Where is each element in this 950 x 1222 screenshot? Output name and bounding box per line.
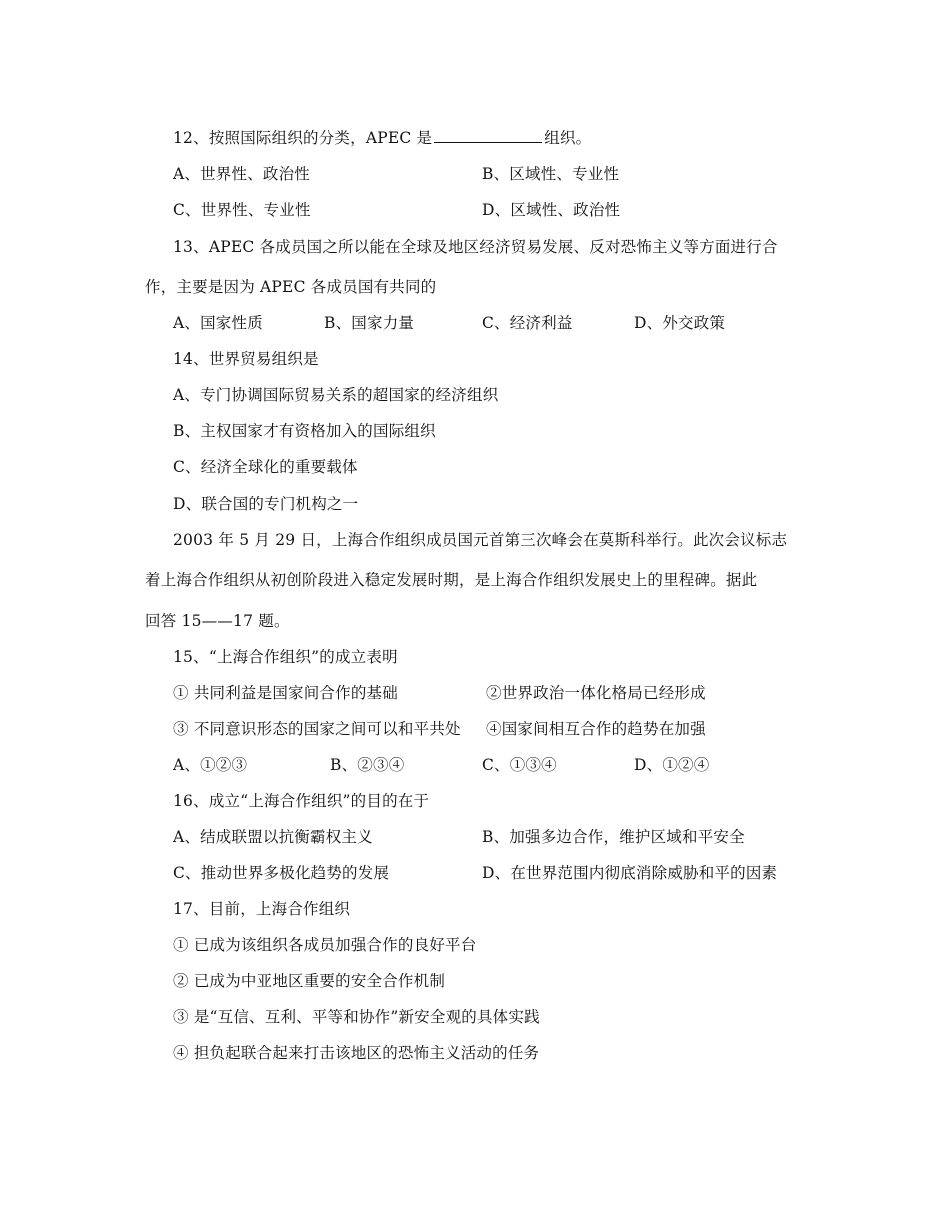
q12-option-c: C、世界性、专业性	[173, 201, 311, 219]
q15-statement-4: ④国家间相互合作的趋势在加强	[486, 720, 706, 738]
passage-line2: 着上海合作组织从初创阶段进入稳定发展时期，是上海合作组织发展史上的里程碑。据此	[145, 571, 758, 589]
q15-option-c: C、①③④	[482, 756, 557, 774]
q16-option-d: D、在世界范围内彻底消除威胁和平的因素	[482, 864, 778, 882]
q12-stem-text: 12、按照国际组织的分类，APEC 是	[173, 129, 433, 147]
q15-option-a: A、①②③	[173, 756, 248, 774]
q13-option-b: B、国家力量	[324, 314, 415, 332]
q12-option-d: D、区域性、政治性	[482, 201, 621, 219]
q12-option-b: B、区域性、专业性	[482, 165, 620, 183]
q15-statement-3: ③ 不同意识形态的国家之间可以和平共处	[173, 720, 461, 738]
q17-statement-4: ④ 担负起联合起来打击该地区的恐怖主义活动的任务	[173, 1044, 540, 1062]
q14-stem: 14、世界贸易组织是	[173, 350, 319, 368]
q12-stem-suffix: 组织。	[544, 129, 592, 147]
q15-option-d: D、①②④	[634, 756, 710, 774]
q13-stem-line1: 13、APEC 各成员国之所以能在全球及地区经济贸易发展、反对恐怖主义等方面进行合	[173, 238, 778, 256]
q12-stem	[173, 128, 591, 148]
q13-option-d: D、外交政策	[634, 314, 726, 332]
q15-stem: 15、“上海合作组织”的成立表明	[173, 648, 398, 666]
passage-line3: 回答 15——17 题。	[145, 612, 290, 630]
q14-option-b: B、主权国家才有资格加入的国际组织	[173, 422, 436, 440]
q13-option-a: A、国家性质	[173, 314, 263, 332]
q16-stem: 16、成立“上海合作组织”的目的在于	[173, 792, 430, 810]
q17-statement-2: ② 已成为中亚地区重要的安全合作机制	[173, 972, 446, 990]
q14-option-a: A、专门协调国际贸易关系的超国家的经济组织	[173, 386, 499, 404]
q12-option-a: A、世界性、政治性	[173, 165, 310, 183]
q13-stem-line2: 作，主要是因为 APEC 各成员国有共同的	[145, 278, 437, 296]
q15-statement-2: ②世界政治一体化格局已经形成	[486, 684, 706, 702]
q17-statement-3: ③ 是“互信、互利、平等和协作”新安全观的具体实践	[173, 1008, 540, 1026]
q14-option-d: D、联合国的专门机构之一	[173, 495, 359, 513]
q17-statement-1: ① 已成为该组织各成员加强合作的良好平台	[173, 936, 477, 954]
passage-line1: 2003 年 5 月 29 日，上海合作组织成员国元首第三次峰会在莫斯科举行。此次会议标志	[173, 531, 788, 549]
q14-option-c: C、经济全球化的重要载体	[173, 458, 358, 476]
q16-option-b: B、加强多边合作，维护区域和平安全	[482, 828, 745, 846]
q16-option-a: A、结成联盟以抗衡霸权主义	[173, 828, 373, 846]
q16-option-c: C、推动世界多极化趋势的发展	[173, 864, 390, 882]
q13-option-c: C、经济利益	[482, 314, 573, 332]
q15-option-b: B、②③④	[330, 756, 405, 774]
q15-statement-1: ① 共同利益是国家间合作的基础	[173, 684, 398, 702]
q17-stem: 17、目前，上海合作组织	[173, 900, 351, 918]
answer-blank	[434, 128, 542, 143]
